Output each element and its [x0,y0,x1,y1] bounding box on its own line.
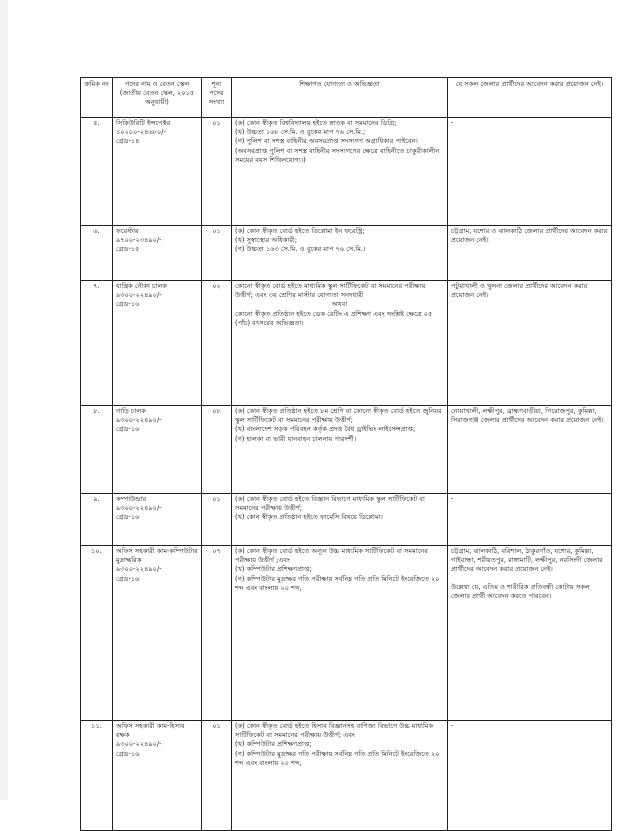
table-row [81,406,612,494]
post-title: সিকিউরিটি ইন্সপেক্টর [116,119,171,127]
districts-cell: নোয়াখালী, লক্ষীপুর, ব্রাহ্মণবাড়ীয়া, পিরোজপুর, কুমিল্লা, সিরাজগঞ্জ জেলার প্রার্থীদের আবেদন করার প্রয়োজন নেই। [448,406,612,494]
districts-cell [448,546,612,721]
pay-scale: ১০২০০-২৪৬৮০/- [116,128,166,137]
qualification-item: (ক) কোন স্বীকৃত বিশ্ববিদ্যালয় হইতে স্নাতক বা সমমানের ডিগ্রি; [235,119,397,127]
pay-scale: ৯৩০০-২২৪৯০/- [116,416,162,425]
vacancy-cell: ০১ [202,494,232,546]
header-vacancy: শূন্য পদের সংখ্যা [202,78,232,118]
districts-cell: - [448,721,612,831]
vacancy-cell: ০৮ [202,406,232,494]
qualification-alternative: কোনো স্বীকৃত প্রতিষ্ঠান হইতে ডেক রেটিং এ প্রশিক্ষণ এবং সংশ্লিষ্ট ক্ষেত্রে ০৫ (পাঁচ) বৎসরের অভিজ্ঞতা। [235,309,433,327]
post-title: অফিস সহকারী কাম-কম্পিউটার মুদ্রাক্ষরিক [116,547,198,565]
table-row [81,281,612,406]
qualification-cell [232,546,448,721]
qualification-item: (ক) কোন স্বীকৃত প্রতিষ্ঠান হইতে ৮ম শ্রেণি বা কোনো স্বীকৃত বোর্ড হইতে জুনিয়র স্কুল সার্টিফিকেট বা সমমানের পরীক্ষায় উত্তীর্ণ; [235,407,442,425]
header-post: পদের নাম ও বেতন স্কেল (জাতীয় বেতন স্কেল, ২০১৫ অনুযায়ী) [113,78,202,118]
serial-cell: ১১. [81,721,113,831]
serial-cell: ৯. [81,494,113,546]
spacer [451,575,608,583]
qualification-or: অথবা [331,300,348,309]
post-cell [113,118,202,226]
districts-cell: - [448,118,612,226]
districts-note: উল্লেখ্য যে, এতিম ও শারীরিক প্রতিবন্ধী কোটায় সকল জেলার প্রার্থী আবেদন করতে পারবেন। [451,582,590,600]
post-title: অফিস সহকারী কাম-হিসাব রক্ষক [116,722,185,740]
qualification-cell [232,406,448,494]
qualification-item: (গ) পুলিশ বা সশস্ত্র বাহিনীর অবসরপ্রাপ্ত সদস্যগণ অগ্রাধিকার পাইবেন। [235,137,418,146]
qualification-item: (গ) কম্পিউটার মুদ্রাক্ষর গতি পরীক্ষায় সর্বনিম্ন গতি প্রতি মিনিটে ইংরেজিতে ২০ শব্দ এবং বাংলায় ২০ শব্দ, [235,749,440,767]
page-left-shadow [0,0,8,800]
vacancy-cell: ০১ [202,118,232,226]
qualification-item: (খ) সুস্বাস্থ্যের অধিকারী; [235,236,298,245]
qualification-cell [232,118,448,226]
table-row [81,494,612,546]
vacancy-cell: ০১ [202,226,232,281]
post-title: গাড়ি চালক [116,407,146,415]
post-cell [113,721,202,831]
table-row [81,721,612,831]
header-row [81,78,612,118]
grade: গ্রেড-১৬ [116,425,140,434]
post-cell [113,406,202,494]
header-districts: যে সকল জেলার প্রার্থীদের আবেদন করার প্রয়োজন নেই। [448,78,612,118]
recruitment-table [80,77,612,831]
post-cell [113,281,202,406]
qualification-item: কোনো স্বীকৃত বোর্ড হইতে মাধ্যমিক স্কুল সার্টিফিকেট বা সমমানের পরীক্ষায় উত্তীর্ণ; এবং ৩য় শ্রেণির মাস্টার যোগ্যতা সনদধারী [235,282,426,300]
serial-cell: ৭. [81,281,113,406]
grade: গ্রেড-১৬ [116,300,140,309]
qualification-item: (গ) কম্পিউটার মুদ্রাক্ষর গতি পরীক্ষায় সর্বনিম্ন গতি প্রতি মিনিটে ইংরেজিতে ২০ শব্দ এবং বাংলায় ২০ শব্দ, [235,574,440,592]
serial-cell: ৬. [81,226,113,281]
qualification-item: (গ) উচ্চতা ১৬৩ সে.মি. ও বুকের মাপ ৭৬ সে.মি.। [235,245,366,254]
pay-scale: ৯৩০০-২২৪৯০/- [116,504,162,513]
qualification-cell [232,494,448,546]
qualification-item: (ক) কোন স্বীকৃত বোর্ড হইতে বিজ্ঞান বিভাগে মাধ্যমিক স্কুল সার্টিফিকেট বা সমমানের পরীক্ষায় উত্তীর্ণ; [235,495,425,513]
table-row [81,546,612,721]
qualification-item: (খ) কম্পিউটার প্রশিক্ষণপ্রাপ্ত; [235,565,312,574]
serial-cell: ৮. [81,406,113,494]
post-title: যান্ত্রিক নৌকা চালক [116,282,168,290]
qualification-item: (খ) কোন স্বীকৃত প্রতিষ্ঠান হইতে ফার্মেসি বিষয়ে ডিপ্লোমা। [235,513,383,522]
qualification-item: (ক) কোন স্বীকৃত বোর্ড হইতে হিসাব বিজ্ঞানসহ বাণিজ্য বিভাগে উচ্চ মাধ্যমিক সার্টিফিকেট বা সমমানের পরীক্ষায় উত্তীর্ণ; এবং [235,722,434,740]
table-row [81,226,612,281]
post-title: কম্পাউন্ডার [116,495,147,503]
header-qualification: শিক্ষাগত যোগ্যতা ও অভিজ্ঞতা [232,78,448,118]
qualification-item: (অবসরপ্রাপ্ত পুলিশ বা সশস্ত্র বাহিনীর সদস্যগণের ক্ষেত্রে বাহিনীতে চাকুরীকালীন সময়ের বয়স শিথিলযোগ্য।) [235,146,440,164]
vacancy-cell: ০২ [202,281,232,406]
vacancy-cell: ০৭ [202,546,232,721]
qualification-item: (ক) কোন স্বীকৃত বোর্ড হইতে ডিপ্লোমা ইন ফরেস্ট্রি; [235,227,365,235]
pay-scale: ৯৭০০-২৩৪৯০/- [116,236,162,245]
pay-scale: ৯৩০০-২২৪৯০/- [116,565,162,574]
post-cell [113,546,202,721]
post-cell [113,494,202,546]
header-serial: ক্রমিক নং [81,78,113,118]
qualification-item: (গ) হালকা বা ভারী যানবাহন চালনায় পারদর্শী। [235,434,357,443]
districts-cell: পটুয়াখালী ও খুলনা জেলার প্রার্থীদের আবেদন করার প্রয়োজন নেই। [448,281,612,406]
serial-cell: ৫. [81,118,113,226]
qualification-item: (খ) কম্পিউটার প্রশিক্ষণপ্রাপ্ত; [235,740,312,749]
serial-cell: ১০. [81,546,113,721]
qualification-cell [232,721,448,831]
grade: গ্রেড-১৬ [116,749,140,758]
districts-list: চট্টগ্রাম, ঝালকাঠি, বরিশাল, ঠাকুরগাঁও, যশোর, কুমিল্লা, গাইবান্ধা, শরীয়তপুর, রাঙ্গামাটি, লক্ষীপুর, নরসিংদী জেলার প্রার্থীদের আবেদন করার প্রয়োজন নেই। [451,547,603,574]
districts-cell: - [448,494,612,546]
grade: গ্রেড-১৬ [116,513,140,522]
qualification-item: (ক) কোন স্বীকৃত বোর্ড হইতে অন্যূন উচ্চ মাধ্যমিক সার্টিফিকেট বা সমমানের পরীক্ষায় উত্তীর্ণ ;এবং [235,547,428,565]
grade: গ্রেড-১৫ [116,245,140,254]
qualification-item: (খ) বাংলাদেশ সড়ক পরিবহন কর্তৃক প্রদত্ত বৈধ ড্রাইভিং লাইসেন্সপ্রাপ্ত; [235,425,416,434]
grade: গ্রেড-১৬ [116,574,140,583]
qualification-cell [232,226,448,281]
qualification-cell [232,281,448,406]
grade: গ্রেড-১৪ [116,137,140,146]
post-cell [113,226,202,281]
pay-scale: ৯৩০০-২২৪৯০/- [116,740,162,749]
pay-scale: ৯৩০০-২২৪৯০/- [116,291,162,300]
vacancy-cell: ০১ [202,721,232,831]
post-title: ফরেস্টার [116,227,139,235]
qualification-item: (খ) উচ্চতা ১৬৮ সে.মি. ও বুকের মাপ ৭৬ সে.মি.; [235,128,366,137]
table-row [81,118,612,226]
districts-cell: চট্টগ্রাম, যশোর ও ঝালকাঠি জেলার প্রার্থীদের আবেদন করার প্রয়োজন নেই। [448,226,612,281]
